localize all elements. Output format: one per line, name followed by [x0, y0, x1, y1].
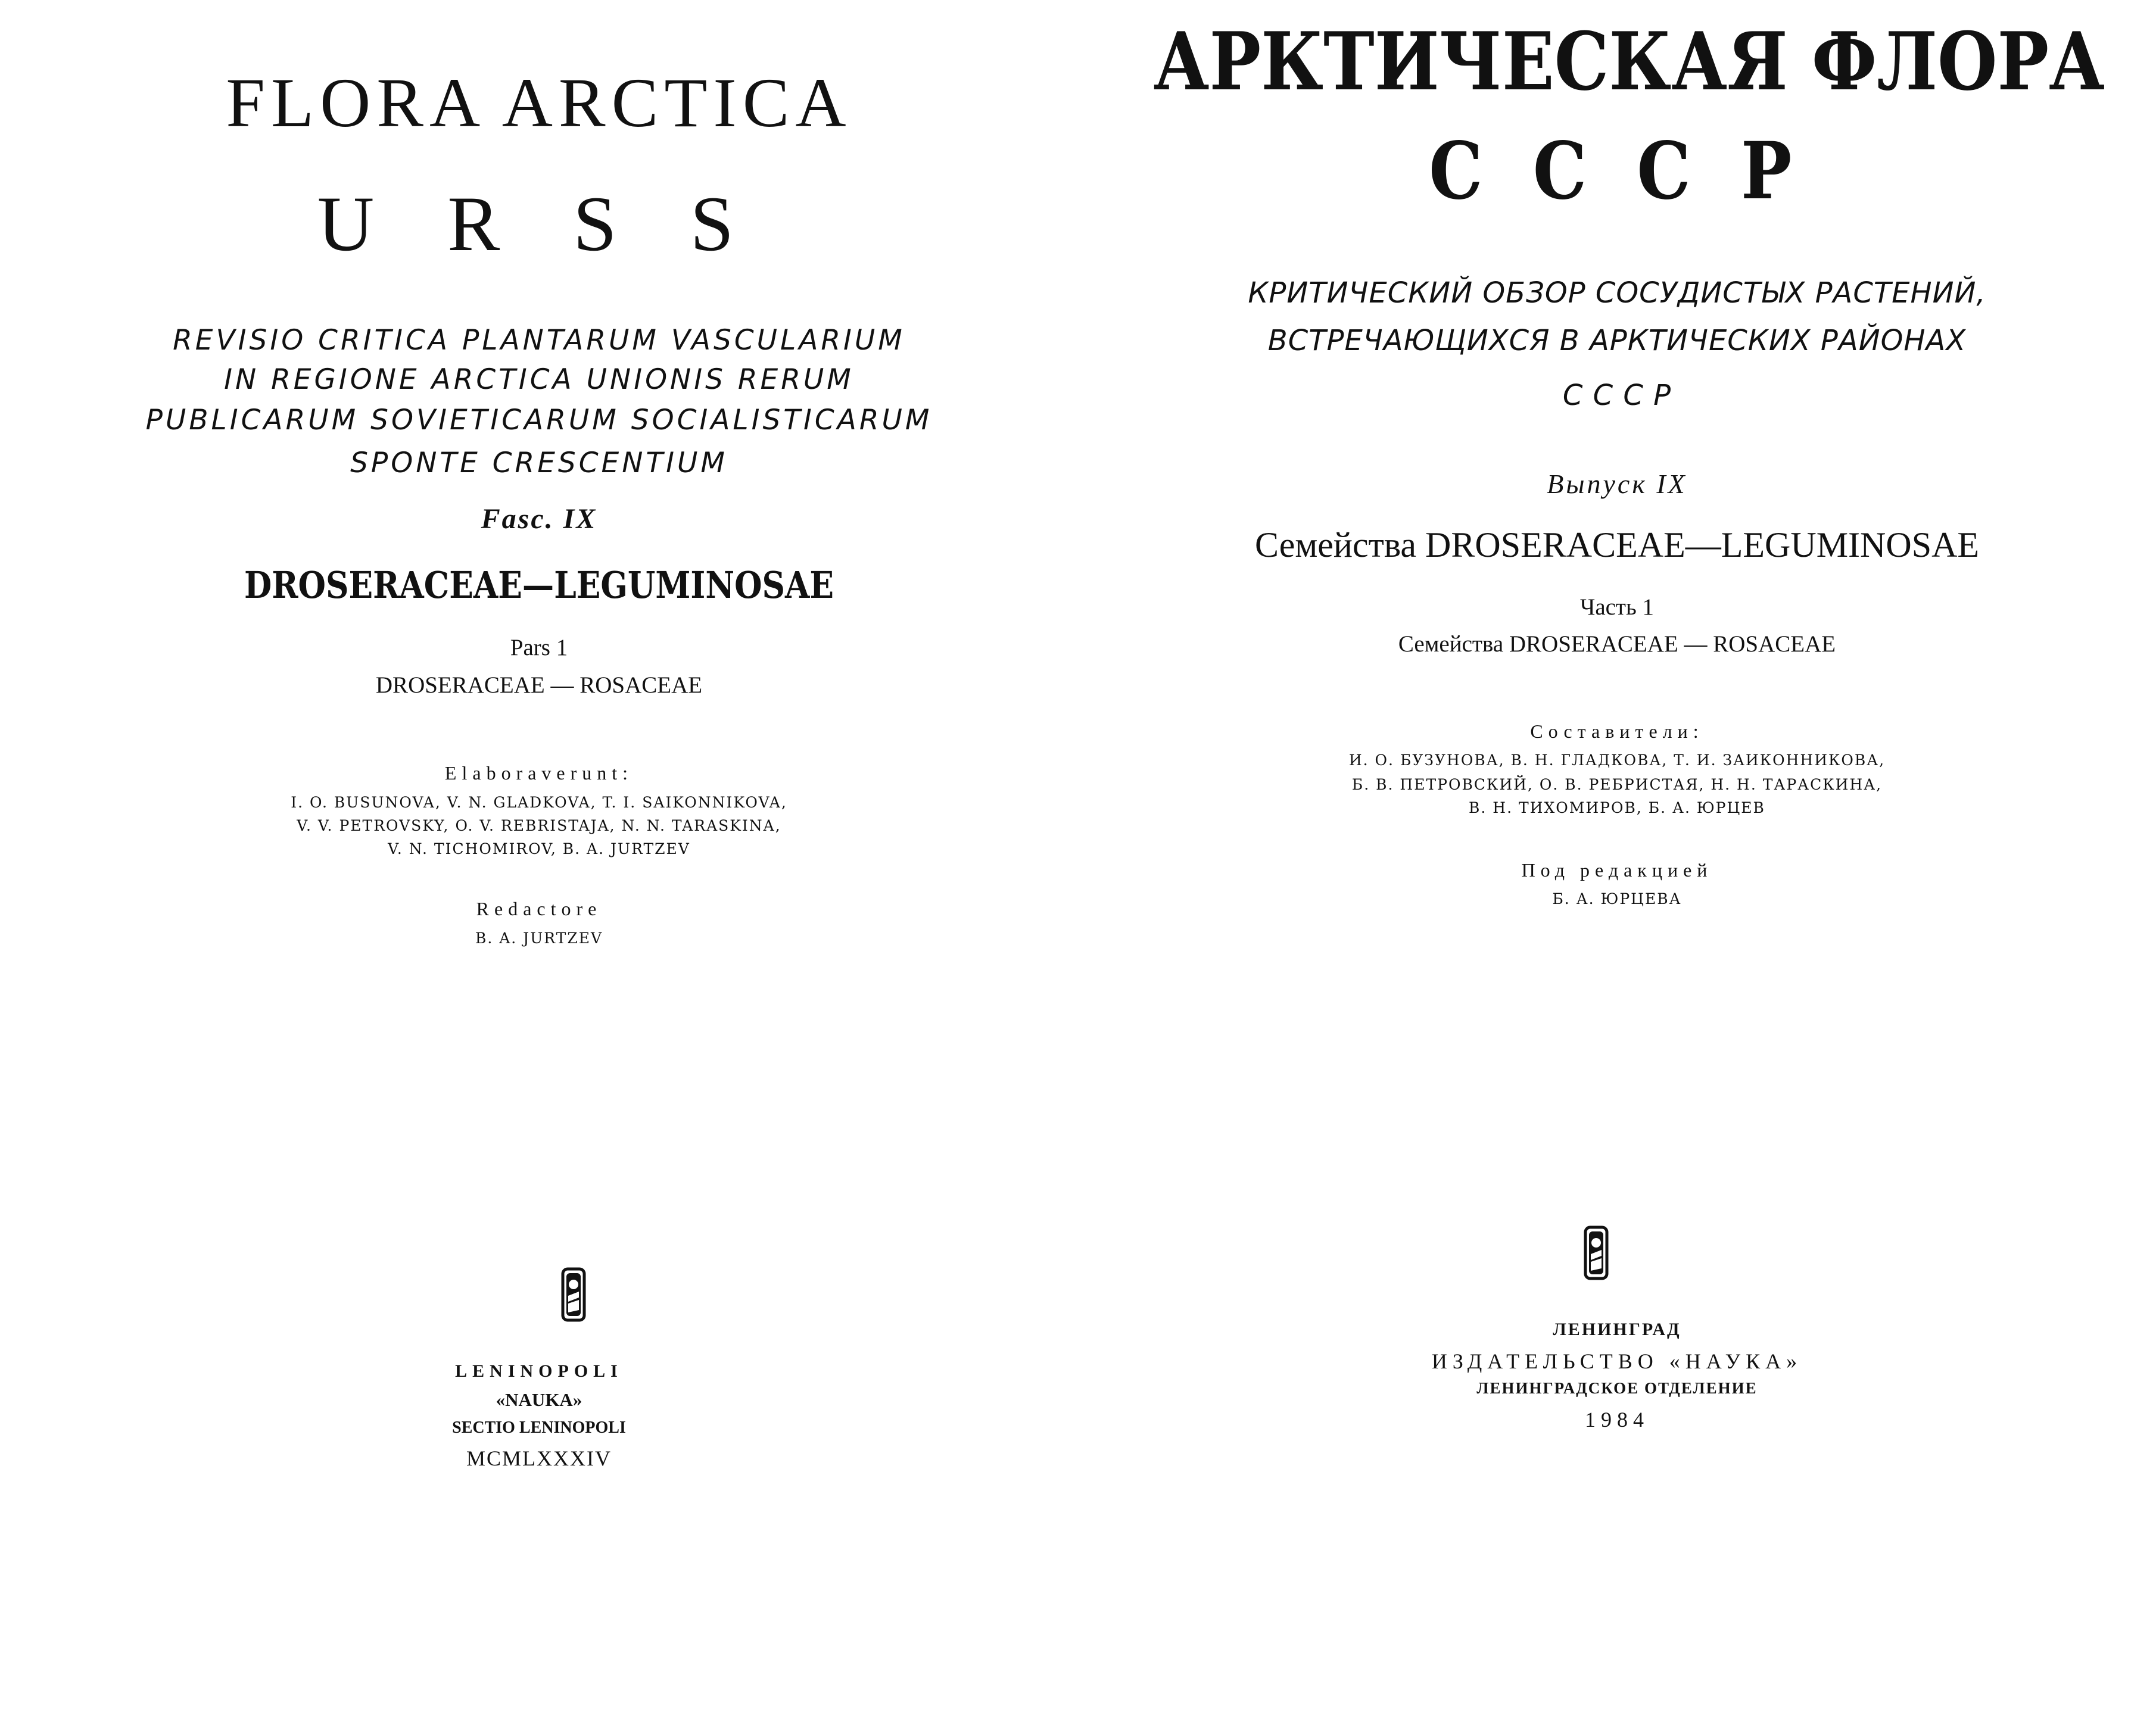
latin-publisher-section: SECTIO LENINOPOLI	[452, 1418, 626, 1437]
latin-description-line-4: SPONTE CRESCENTIUM	[350, 447, 728, 479]
russian-authors-line-1: И. О. БУЗУНОВА, В. Н. ГЛАДКОВА, Т. И. ЗАИКОННИКОВА,	[1348, 751, 1886, 769]
latin-publisher-name: «NAUKA»	[496, 1389, 582, 1410]
latin-country-title: U R S S	[317, 180, 761, 267]
russian-part-families: Семейства DROSERACEAE — ROSACEAE	[1398, 631, 1836, 657]
russian-authors-line-2: Б. В. ПЕТРОВСКИЙ, О. В. РЕБРИСТАЯ, Н. Н. ТАРАСКИНА,	[1351, 776, 1883, 793]
russian-editor-label: Под редакцией	[1521, 859, 1713, 881]
latin-description-line-1: REVISIO CRITICA PLANTARUM VASCULARIUM	[173, 324, 905, 357]
russian-families: Семейства DROSERACEAE—LEGUMINOSAE	[1254, 525, 1980, 565]
russian-issue: Выпуск IX	[1547, 469, 1687, 499]
latin-description-line-2: IN REGIONE ARCTICA UNIONIS RERUM	[224, 363, 854, 396]
latin-editor-label: Redactore	[476, 898, 602, 919]
latin-authors-line-2: V. V. PETROVSKY, O. V. REBRISTAJA, N. N. TARASKINA,	[297, 817, 781, 834]
russian-description-line-2: ВСТРЕЧАЮЩИХСЯ В АРКТИЧЕСКИХ РАЙОНАХ	[1267, 324, 1967, 357]
latin-title: FLORA ARCTICA	[226, 64, 852, 142]
nauka-publisher-logo-icon	[1584, 1225, 1609, 1280]
russian-publication-year: 1984	[1585, 1408, 1649, 1432]
russian-part: Часть 1	[1579, 594, 1655, 620]
latin-publication-year: MCMLXXXIV	[466, 1446, 612, 1470]
russian-authors-label: Составители:	[1530, 721, 1704, 742]
russian-publisher-name: ИЗДАТЕЛЬСТВО «НАУКА»	[1431, 1349, 1803, 1373]
right-title-page	[1078, 0, 2156, 1712]
latin-part-families: DROSERACEAE — ROSACEAE	[375, 672, 703, 698]
russian-authors-line-3: В. Н. ТИХОМИРОВ, Б. А. ЮРЦЕВ	[1469, 799, 1765, 816]
latin-authors-label: Elaboraverunt:	[444, 762, 634, 784]
latin-authors-line-3: V. N. TICHOMIROV, B. A. JURTZEV	[388, 840, 690, 857]
latin-authors-line-1: I. O. BUSUNOVA, V. N. GLADKOVA, T. I. SAIKONNIKOVA,	[291, 794, 787, 811]
russian-description-line-3: С С С Р	[1562, 379, 1672, 412]
latin-editor: B. A. JURTZEV	[475, 930, 603, 947]
nauka-publisher-logo-icon	[561, 1267, 586, 1322]
latin-part: Pars 1	[510, 635, 568, 660]
russian-title: АРКТИЧЕСКАЯ ФЛОРА	[1153, 14, 2105, 108]
russian-publisher-branch: ЛЕНИНГРАДСКОЕ ОТДЕЛЕНИЕ	[1476, 1379, 1758, 1397]
russian-publisher-city: ЛЕНИНГРАД	[1553, 1320, 1681, 1339]
russian-editor: Б. А. ЮРЦЕВА	[1552, 890, 1682, 908]
russian-country-title: С С С Р	[1429, 125, 1805, 217]
latin-publisher-city: LENINOPOLI	[455, 1361, 623, 1381]
latin-description-line-3: PUBLICARUM SOVIETICARUM SOCIALISTICARUM	[145, 404, 933, 436]
latin-fascicle: Fasc. IX	[481, 503, 597, 535]
latin-families: DROSERACEAE—LEGUMINOSAE	[244, 563, 834, 607]
russian-description-line-1: КРИТИЧЕСКИЙ ОБЗОР СОСУДИСТЫХ РАСТЕНИЙ,	[1248, 276, 1986, 310]
